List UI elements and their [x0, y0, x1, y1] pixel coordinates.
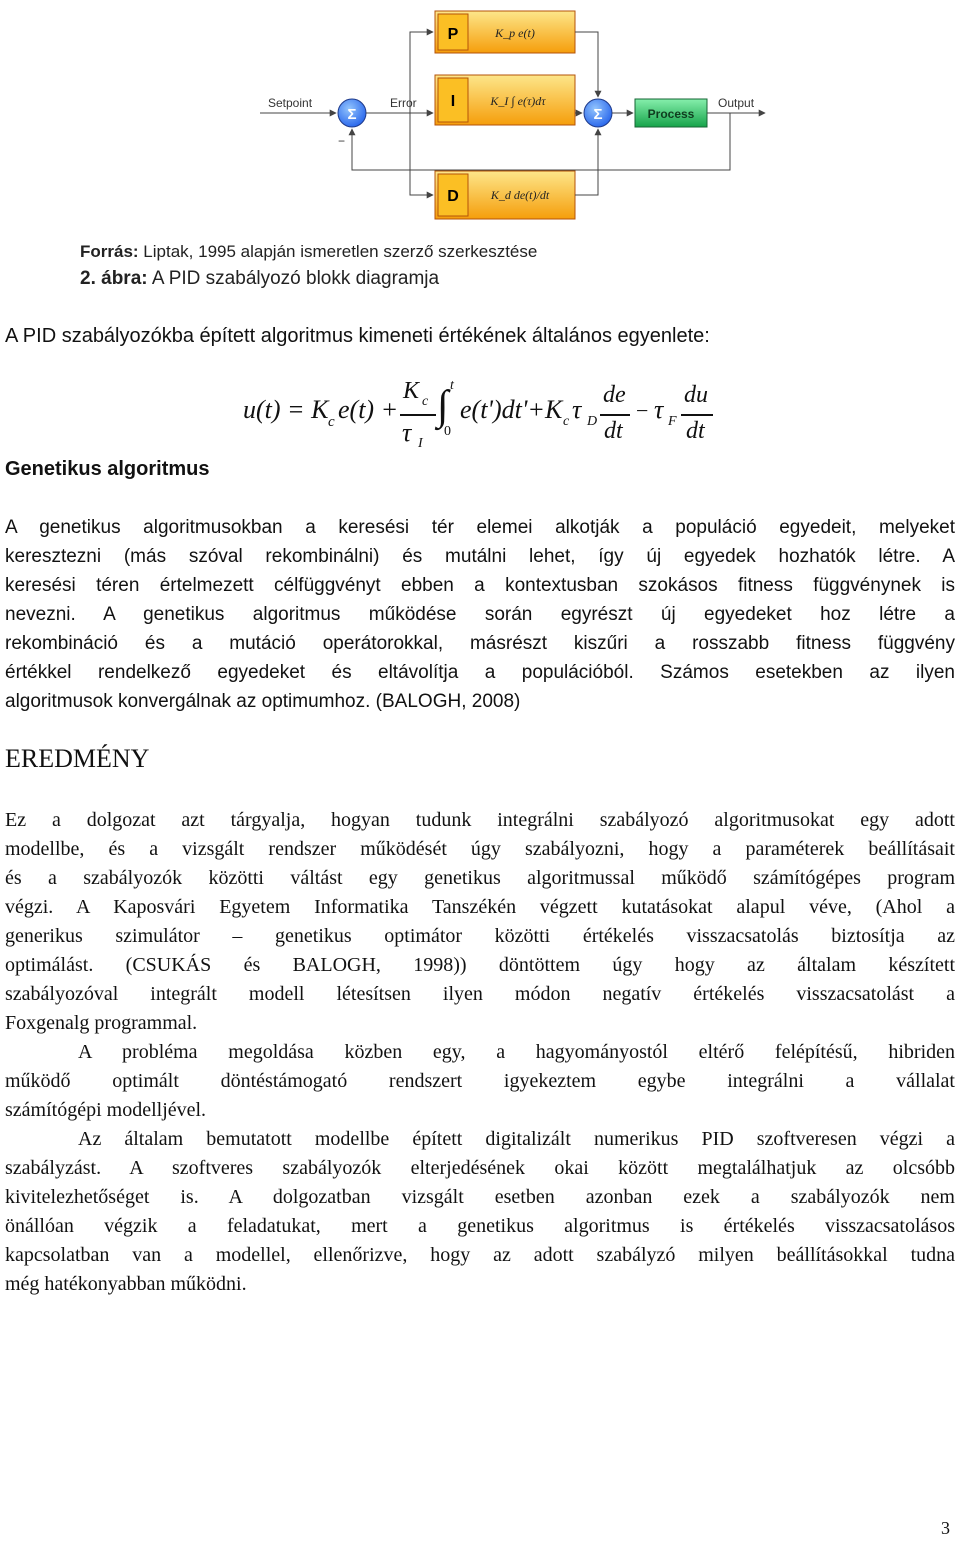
paragraph-line: A genetikus algoritmusokban a keresési tér elemei alkotják a populáció egyedeit, melyeket	[5, 517, 955, 538]
eq-frac2-num: de	[603, 382, 626, 408]
paragraph-line: működő optimált döntéstámogató rendszert igyekeztem egybe integrálni a vállalat	[5, 1070, 955, 1092]
page-number: 3	[941, 1518, 950, 1538]
pid-block-diagram	[250, 5, 770, 237]
paragraph-line: keresztezni (más szóval rekombinálni) és mutálni lehet, így új egyedek hozhatók létre. A	[5, 546, 955, 567]
eq-tau-f: τ	[654, 395, 664, 424]
paragraph-line: Foxgenalg programmal.	[5, 1012, 198, 1034]
paragraph-line: Az általam bemutatott modellbe épített digitalizált numerikus PID szoftveresen végzi a	[78, 1128, 955, 1150]
paragraph-line: még hatékonyabban működni.	[5, 1273, 247, 1295]
eq-frac1-num: K	[403, 378, 420, 404]
eq-lhs: u(t) = K	[243, 395, 329, 424]
d-formula: K_d de(t)/dt	[490, 188, 550, 202]
i-block-label: I	[450, 93, 456, 110]
paragraph-line: A probléma megoldása közben egy, a hagyományostól eltérő felépítésű, hibriden	[78, 1041, 955, 1063]
eq-frac1-den-sub: I	[418, 436, 423, 451]
paragraph-line: és a szabályozók közötti váltást egy genetikus algoritmussal működő számítógépes program	[5, 867, 955, 889]
eq-frac1-num-sub: c	[422, 394, 429, 409]
figure-label: 2. ábra:	[80, 268, 148, 289]
paragraph-line: algoritmusok konvergálnak az optimumhoz. (BALOGH, 2008)	[5, 691, 521, 712]
error-label: Error	[390, 96, 417, 110]
source-label: Forrás:	[80, 242, 139, 261]
paragraph-line: modellbe, és a vizsgált rendszer működését úgy szabályozni, hogy a paraméterek beállításait	[5, 838, 955, 860]
i-formula: K_I ∫ e(τ)dτ	[490, 94, 546, 108]
eq-term1: e(t) +	[338, 395, 399, 424]
eq-frac2-den: dt	[604, 418, 623, 444]
svg-text:Σ: Σ	[347, 106, 357, 123]
eq-frac3-bar	[681, 414, 713, 416]
paragraph-line: kapcsolatban van a modellel, ellenőrizve, hogy az adott szabályzó milyen beállításokkal tudna	[5, 1244, 955, 1266]
process-label: Process	[647, 107, 695, 121]
eq-frac2-bar	[600, 414, 630, 416]
eq-frac3-den: dt	[686, 418, 705, 444]
eq-term2-sub: c	[563, 414, 570, 429]
eq-integral: ∫	[437, 383, 449, 429]
figure-title: A PID szabályozó blokk diagramja	[147, 268, 440, 289]
paragraph-line: számítógépi modelljével.	[5, 1099, 207, 1121]
eq-tau-d: τ	[572, 395, 582, 424]
figure-source	[80, 242, 537, 262]
paragraph-line: szabályozóval integrált modell létesítsen ilyen módon negatív értékelés visszacsatolást a	[5, 983, 955, 1005]
eq-frac1-bar	[400, 414, 436, 416]
eq-lhs-sub: c	[328, 414, 335, 430]
eq-term2: e(t')dt'+K	[460, 395, 563, 424]
eq-frac1-den: τ	[402, 418, 412, 447]
paragraph-line: önállóan végzik a feladatukat, mert a genetikus algoritmus is értékelés visszacsatolásos	[5, 1215, 955, 1237]
paragraph-line: nevezni. A genetikus algoritmus működése során egyrészt új egyedeket hoz létre a	[5, 604, 955, 625]
paragraph-line: rekombináció és a mutáció operátorokkal, másrészt kiszűri a rosszabb fitness függvény	[5, 633, 955, 654]
intro-line: A PID szabályozókba épített algoritmus kimeneti értékének általános egyenlete:	[5, 325, 710, 347]
source-text: Liptak, 1995 alapján ismeretlen szerző szerkesztése	[138, 242, 538, 261]
paragraph-line: kivitelezhetőséget is. A dolgozatban vizsgált esetben azonban ezek a szabályozók nem	[5, 1186, 955, 1208]
paragraph-line: generikus szimulátor – genetikus optimátor közötti értékelés visszacsatolás biztosítja az	[5, 925, 955, 947]
setpoint-label: Setpoint	[268, 96, 313, 110]
output-label: Output	[718, 96, 755, 110]
section-heading: EREDMÉNY	[5, 744, 150, 773]
figure-caption	[80, 268, 439, 290]
eq-tau-d-sub: D	[587, 414, 598, 429]
eq-int-upper: t	[450, 378, 454, 393]
paragraph-line: Ez a dolgozat azt tárgyalja, hogyan tudunk integrálni szabályozó algoritmusokat egy adott	[5, 809, 955, 831]
minus-sign: −	[338, 134, 346, 148]
eq-frac3-num: du	[684, 382, 708, 408]
d-block-label: D	[447, 188, 459, 205]
eq-minus: −	[636, 398, 649, 423]
p-formula: K_p e(t)	[495, 26, 535, 40]
paragraph-line: végzi. A Kaposvári Egyetem Informatika Tanszékén végzett kutatásokat alapul véve, (Ahol a	[5, 896, 955, 918]
p-block-label: P	[447, 26, 459, 43]
paragraph-line: szabályzást. A szoftveres szabályozók elterjedésének okai között megtalálhatjuk az olcsóbb	[5, 1157, 955, 1179]
section-genetic-title: Genetikus algoritmus	[5, 458, 210, 480]
paragraph-line: értékkel rendelkező egyedeket és eltávolítja a populációból. Számos esetekben az ilyen	[5, 662, 955, 683]
eq-tau-f-sub: F	[668, 414, 677, 429]
paragraph-line: keresési téren értelmezett célfüggvényt ebben a kontextusban szokásos fitness függvénynek is	[5, 575, 955, 596]
eq-int-lower: 0	[444, 424, 451, 439]
paragraph-line: optimálást. (CSUKÁS és BALOGH, 1998)) döntöttem úgy hogy az általam készített	[5, 954, 955, 976]
svg-text:Σ: Σ	[593, 106, 603, 123]
